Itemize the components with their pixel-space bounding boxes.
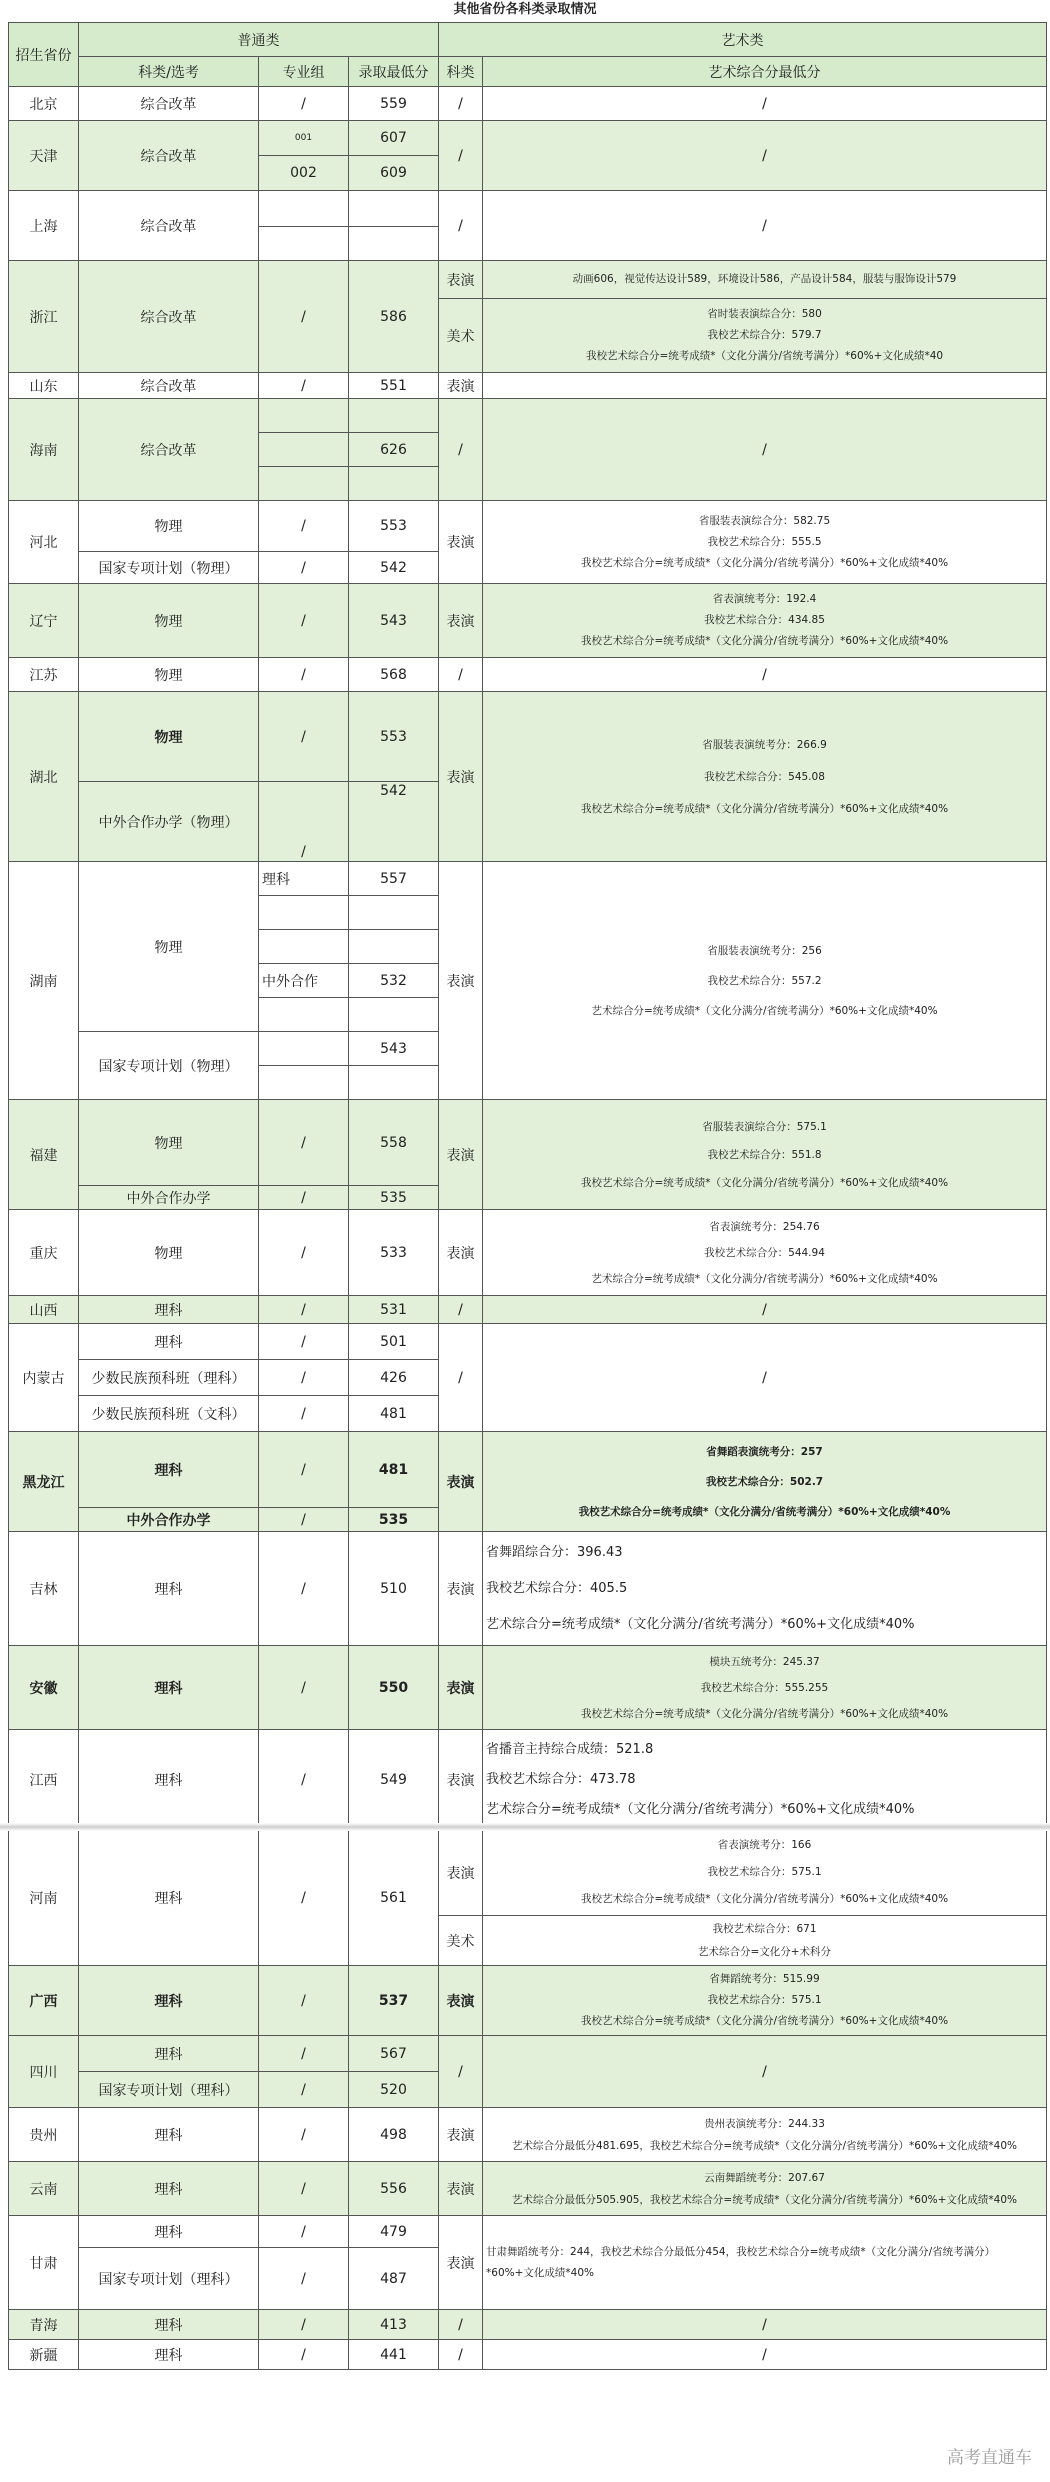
art-line: 我校艺术综合分：544.94 [704,1246,825,1259]
score-cell: 567 [349,2036,439,2072]
group-cell: / [259,2036,349,2072]
table-row [9,2108,1047,2162]
group-cell: / [259,1324,349,1360]
art-subject-cell: 表演 [439,501,483,584]
art-line: 省表演统考分：254.76 [709,1220,820,1233]
header-group: 专业组 [259,57,349,87]
group-cell: / [259,1296,349,1324]
table-row [9,584,1047,658]
score-cell: 542 [349,552,439,584]
province-cell: 海南 [9,399,79,501]
table-row [9,501,1047,552]
province-cell: 天津 [9,121,79,191]
art-line: 省舞蹈统考分：515.99 [709,1973,820,1985]
score-cell: 553 [349,692,439,782]
province-cell: 湖南 [9,862,79,1100]
score-cell: 550 [349,1646,439,1730]
art-cell: 动画606，视觉传达设计589，环境设计586，产品设计584，服装与服饰设计579 [483,261,1047,299]
province-cell: 黑龙江 [9,1432,79,1532]
score-cell [349,930,439,964]
art-cell: / [483,121,1047,191]
table-row [9,373,1047,399]
art-line: 省舞蹈综合分：396.43 [486,1544,623,1560]
art-cell: / [483,87,1047,121]
art-cell: / [483,2310,1047,2340]
score-cell: 510 [349,1532,439,1646]
art-line: 艺术综合分最低分481.695，我校艺术综合分=统考成绩*（文化分满分/省统考满分）*60%+文化成绩*40% [512,2139,1017,2152]
score-cell: 586 [349,261,439,373]
table-row [9,1730,1047,1830]
score-cell [349,1066,439,1100]
province-cell: 内蒙古 [9,1324,79,1432]
group-cell: / [259,1396,349,1432]
art-line: 我校艺术综合分：555.5 [707,535,822,548]
table-row [9,862,1047,896]
subject-cell: 物理 [79,658,259,692]
province-cell: 浙江 [9,261,79,373]
header-general: 普通类 [79,23,439,57]
table-row [9,2036,1047,2072]
subject-cell: 中外合作办学（物理） [79,782,259,862]
art-line: 艺术综合分=统考成绩*（文化分满分/省统考满分）*60%+文化成绩*40% [591,1272,938,1285]
art-line: 我校艺术综合分=统考成绩*（文化分满分/省统考满分）*60%+文化成绩*40% [580,556,949,569]
art-line: 我校艺术综合分=统考成绩*（文化分满分/省统考满分）*60%+文化成绩*40% [580,802,949,815]
art-subject-cell: 美术 [439,299,483,373]
table-row [9,87,1047,121]
province-cell: 河南 [9,1830,79,1966]
subject-cell: 综合改革 [79,121,259,191]
score-cell: 481 [349,1396,439,1432]
subject-cell: 理科 [79,1432,259,1508]
province-cell: 甘肃 [9,2216,79,2310]
art-subject-cell: / [439,191,483,261]
art-line: 省舞蹈表演统考分：257 [706,1445,823,1458]
subject-cell: 国家专项计划（物理） [79,552,259,584]
art-line: 我校艺术综合分=统考成绩*（文化分满分/省统考满分）*60%+文化成绩*40 [585,350,944,362]
score-cell: 535 [349,1508,439,1532]
subject-cell: 少数民族预科班（文科） [79,1396,259,1432]
province-cell: 江西 [9,1730,79,1830]
score-cell: 532 [349,964,439,998]
group-cell: / [259,552,349,584]
group-cell: / [259,1432,349,1508]
score-cell: 479 [349,2216,439,2248]
subject-cell: 物理 [79,584,259,658]
score-cell: 426 [349,1360,439,1396]
art-subject-cell: 表演 [439,2216,483,2310]
province-cell: 河北 [9,501,79,584]
province-cell: 山东 [9,373,79,399]
group-cell [259,1032,349,1066]
art-line: 我校艺术综合分=统考成绩*（文化分满分/省统考满分）*60%+文化成绩*40% [580,635,949,647]
art-subject-cell: 表演 [439,584,483,658]
table-row [9,2340,1047,2370]
table-row [9,1100,1047,1186]
header-subject: 科类/选考 [79,57,259,87]
art-cell: / [483,1296,1047,1324]
subject-cell: 物理 [79,1100,259,1186]
art-line: 省表演统考分：192.4 [712,593,817,605]
art-line: 我校艺术综合分：545.08 [704,770,825,783]
group-cell: / [259,584,349,658]
subject-cell: 理科 [79,1296,259,1324]
art-subject-cell: / [439,1324,483,1432]
province-cell: 重庆 [9,1210,79,1296]
art-subject-cell: 表演 [439,1646,483,1730]
table-row [9,1830,1047,1916]
table-row [9,1432,1047,1508]
group-cell: 理科 [259,862,349,896]
score-cell [349,998,439,1032]
score-cell: 543 [349,584,439,658]
art-cell [483,501,1047,584]
art-line: 我校艺术综合分：575.1 [707,1994,822,2006]
art-cell [483,2162,1047,2216]
art-line: 我校艺术综合分：551.8 [707,1148,822,1161]
subject-cell: 综合改革 [79,191,259,261]
subject-cell: 物理 [79,692,259,782]
subject-cell: 理科 [79,1830,259,1966]
group-cell: / [259,1508,349,1532]
subject-cell: 物理 [79,1210,259,1296]
province-cell: 辽宁 [9,584,79,658]
art-line: 我校艺术综合分：671 [712,1922,817,1935]
art-line: 我校艺术综合分=统考成绩*（文化分满分/省统考满分）*60%+文化成绩*40% [580,2015,949,2027]
header-province: 招生省份 [9,23,79,87]
group-cell [259,1066,349,1100]
score-cell: 498 [349,2108,439,2162]
art-cell [483,1830,1047,1916]
subject-cell: 理科 [79,1966,259,2036]
art-cell [483,1100,1047,1210]
province-cell: 山西 [9,1296,79,1324]
subject-cell: 理科 [79,1646,259,1730]
art-line: 艺术综合分=统考成绩*（文化分满分/省统考满分）*60%+文化成绩*40% [486,1801,915,1817]
art-line: 贵州表演统考分：244.33 [704,2117,825,2130]
art-subject-cell: 表演 [439,862,483,1100]
art-line: 我校艺术综合分：575.1 [707,1866,822,1878]
group-cell: / [259,2340,349,2370]
group-cell [259,191,349,227]
province-cell: 云南 [9,2162,79,2216]
art-cell: / [483,191,1047,261]
score-cell: 533 [349,1210,439,1296]
header-art-min: 艺术综合分最低分 [483,57,1047,87]
group-cell: / [259,1830,349,1966]
art-line: 艺术综合分=文化分+术科分 [697,1945,832,1958]
art-subject-cell: 表演 [439,373,483,399]
art-cell: / [483,1324,1047,1432]
art-subject-cell: 表演 [439,1432,483,1532]
score-cell [349,467,439,501]
score-cell [349,191,439,227]
score-cell: 535 [349,1186,439,1210]
art-cell [483,299,1047,373]
table-row [9,1324,1047,1360]
art-cell [483,692,1047,862]
art-line: 我校艺术综合分：473.78 [486,1771,636,1787]
province-cell: 广西 [9,1966,79,2036]
group-cell [259,433,349,467]
table-row [9,1296,1047,1324]
subject-cell: 综合改革 [79,261,259,373]
subject-cell: 物理 [79,501,259,552]
score-cell: 441 [349,2340,439,2370]
score-cell: 557 [349,862,439,896]
group-cell: / [259,1186,349,1210]
subject-cell: 综合改革 [79,373,259,399]
art-cell [483,1432,1047,1532]
group-cell: / [259,261,349,373]
header-min-score: 录取最低分 [349,57,439,87]
art-subject-cell: 表演 [439,1532,483,1646]
score-cell: 626 [349,433,439,467]
art-cell: / [483,2340,1047,2370]
group-cell: / [259,2162,349,2216]
province-cell: 北京 [9,87,79,121]
group-cell: / [259,692,349,782]
art-cell [483,1966,1047,2036]
group-cell: / [259,1966,349,2036]
art-subject-cell: 表演 [439,1210,483,1296]
score-cell: 531 [349,1296,439,1324]
art-line: 我校艺术综合分：555.255 [700,1681,829,1694]
subject-cell: 理科 [79,2216,259,2248]
art-line: 省服装表演综合分：582.75 [698,514,831,527]
group-cell: / [259,2216,349,2248]
art-subject-cell: 表演 [439,1966,483,2036]
subject-cell: 理科 [79,1730,259,1830]
art-cell: / [483,2036,1047,2108]
group-cell: / [259,1360,349,1396]
subject-cell: 理科 [79,2036,259,2072]
art-line: 艺术综合分=统考成绩*（文化分满分/省统考满分）*60%+文化成绩*40% [486,1616,915,1632]
table-row [9,1210,1047,1296]
art-subject-cell: 表演 [439,692,483,862]
group-cell: / [259,2248,349,2310]
score-cell: 413 [349,2310,439,2340]
art-line: 省服装表演统考分：256 [707,944,822,957]
subject-cell: 国家专项计划（理科） [79,2072,259,2108]
art-cell [483,373,1047,399]
art-line: 省服装表演统考分：266.9 [702,738,827,751]
subject-cell: 综合改革 [79,87,259,121]
subject-cell: 理科 [79,2162,259,2216]
subject-cell: 少数民族预科班（理科） [79,1360,259,1396]
table-row [9,658,1047,692]
score-cell: 607 [349,121,439,156]
art-subject-cell: / [439,2340,483,2370]
art-cell [483,1210,1047,1296]
province-cell: 上海 [9,191,79,261]
art-subject-cell: / [439,121,483,191]
province-cell: 福建 [9,1100,79,1210]
subject-cell: 理科 [79,1324,259,1360]
score-cell: 481 [349,1432,439,1508]
score-cell: 609 [349,156,439,191]
group-cell [259,998,349,1032]
score-cell: 568 [349,658,439,692]
art-cell [483,1916,1047,1966]
art-cell: / [483,399,1047,501]
subject-cell: 理科 [79,2310,259,2340]
group-cell: / [259,658,349,692]
score-cell: 542 [349,782,439,862]
art-subject-cell: 美术 [439,1916,483,1966]
subject-cell: 中外合作办学 [79,1186,259,1210]
group-cell [259,399,349,433]
art-subject-cell: 表演 [439,261,483,299]
score-cell: 537 [349,1966,439,2036]
watermark: 高考直通车 [947,2448,1032,2468]
art-line: 我校艺术综合分=统考成绩*（文化分满分/省统考满分）*60%+文化成绩*40% [580,1707,949,1720]
art-line: 省服装表演综合分：575.1 [702,1120,827,1133]
score-cell: 520 [349,2072,439,2108]
subject-cell: 综合改革 [79,399,259,501]
score-cell: 553 [349,501,439,552]
art-subject-cell: 表演 [439,1100,483,1210]
art-subject-cell: / [439,399,483,501]
province-cell: 贵州 [9,2108,79,2162]
art-cell: 甘肃舞蹈统考分：244，我校艺术综合分最低分454，我校艺术综合分=统考成绩*（文化分满分/省统考满分）*60%+文化成绩*40% [483,2216,1047,2310]
table-row [9,2216,1047,2248]
province-cell: 吉林 [9,1532,79,1646]
art-line: 我校艺术综合分：557.2 [707,974,822,987]
province-cell: 安徽 [9,1646,79,1730]
group-cell: / [259,1730,349,1830]
score-cell: 559 [349,87,439,121]
province-cell: 新疆 [9,2340,79,2370]
art-line: 艺术综合分=统考成绩*（文化分满分/省统考满分）*60%+文化成绩*40% [591,1004,938,1017]
art-line: 我校艺术综合分=统考成绩*（文化分满分/省统考满分）*60%+文化成绩*40% [580,1893,949,1905]
art-subject-cell: 表演 [439,2162,483,2216]
score-cell: 558 [349,1100,439,1186]
group-cell: / [259,1532,349,1646]
table-row [9,2162,1047,2216]
art-line: 我校艺术综合分：434.85 [704,614,825,626]
art-line: 我校艺术综合分=统考成绩*（文化分满分/省统考满分）*60%+文化成绩*40% [580,1176,949,1189]
score-cell: 543 [349,1032,439,1066]
art-subject-cell: / [439,2036,483,2108]
art-cell [483,584,1047,658]
art-subject-cell: 表演 [439,1730,483,1830]
subject-cell: 国家专项计划（物理） [79,1032,259,1100]
art-subject-cell: 表演 [439,2108,483,2162]
table-row [9,1966,1047,2036]
subject-cell: 中外合作办学 [79,1508,259,1532]
art-line: 我校艺术综合分：579.7 [707,329,822,341]
group-cell: / [259,1100,349,1186]
table-row [9,121,1047,156]
table-row [9,2310,1047,2340]
score-cell: 551 [349,373,439,399]
score-cell: 561 [349,1830,439,1966]
group-cell: / [259,782,349,862]
group-cell: / [259,373,349,399]
group-cell [259,467,349,501]
subject-cell: 理科 [79,2108,259,2162]
table-row [9,692,1047,782]
art-subject-cell: / [439,2310,483,2340]
score-cell: 556 [349,2162,439,2216]
art-line: 模块五统考分：245.37 [709,1655,820,1668]
score-cell: 487 [349,2248,439,2310]
art-cell [483,1646,1047,1730]
art-cell: / [483,658,1047,692]
province-cell: 湖北 [9,692,79,862]
score-cell [349,399,439,433]
group-cell: / [259,2108,349,2162]
page-title: 其他省份各科类录取情况 [453,2,597,17]
subject-cell: 理科 [79,1532,259,1646]
group-cell [259,227,349,261]
table-row [9,1532,1047,1646]
art-subject-cell: / [439,1296,483,1324]
group-cell: / [259,1210,349,1296]
art-cell [483,862,1047,1100]
table-row [9,1646,1047,1730]
group-cell: / [259,2310,349,2340]
score-cell: 501 [349,1324,439,1360]
table-row [9,191,1047,227]
table-row [9,399,1047,433]
table-row [9,261,1047,299]
art-subject-cell: / [439,658,483,692]
art-line: 省时装表演综合分：580 [707,308,822,320]
header-art: 艺术类 [439,23,1047,57]
subject-cell: 物理 [79,862,259,1032]
art-line: 省表演统考分：166 [717,1839,812,1851]
province-cell: 青海 [9,2310,79,2340]
art-line: 云南舞蹈统考分：207.67 [704,2171,825,2184]
header-art-subject: 科类 [439,57,483,87]
group-cell: / [259,501,349,552]
art-cell [483,1730,1047,1830]
province-cell: 江苏 [9,658,79,692]
art-cell [483,1532,1047,1646]
art-line: 省播音主持综合成绩：521.8 [486,1741,654,1757]
score-cell [349,227,439,261]
art-cell [483,2108,1047,2162]
group-cell [259,896,349,930]
group-cell: 002 [259,156,349,191]
scan-divider [0,1823,1050,1831]
group-cell: 001 [259,121,349,156]
group-cell: 中外合作 [259,964,349,998]
group-cell [259,930,349,964]
group-cell: / [259,87,349,121]
art-line: 艺术综合分最低分505.905，我校艺术综合分=统考成绩*（文化分满分/省统考满分）*60%+文化成绩*40% [512,2193,1017,2206]
group-cell: / [259,2072,349,2108]
admission-table [8,22,1047,2370]
art-line: 我校艺术综合分=统考成绩*（文化分满分/省统考满分）*60%+文化成绩*40% [578,1505,951,1518]
score-cell [349,896,439,930]
art-line: 我校艺术综合分：405.5 [486,1580,628,1596]
art-line: 我校艺术综合分：502.7 [705,1475,824,1488]
group-cell: / [259,1646,349,1730]
art-subject-cell: 表演 [439,1830,483,1916]
province-cell: 四川 [9,2036,79,2108]
art-subject-cell: / [439,87,483,121]
subject-cell: 国家专项计划（理科） [79,2248,259,2310]
score-cell: 549 [349,1730,439,1830]
subject-cell: 理科 [79,2340,259,2370]
